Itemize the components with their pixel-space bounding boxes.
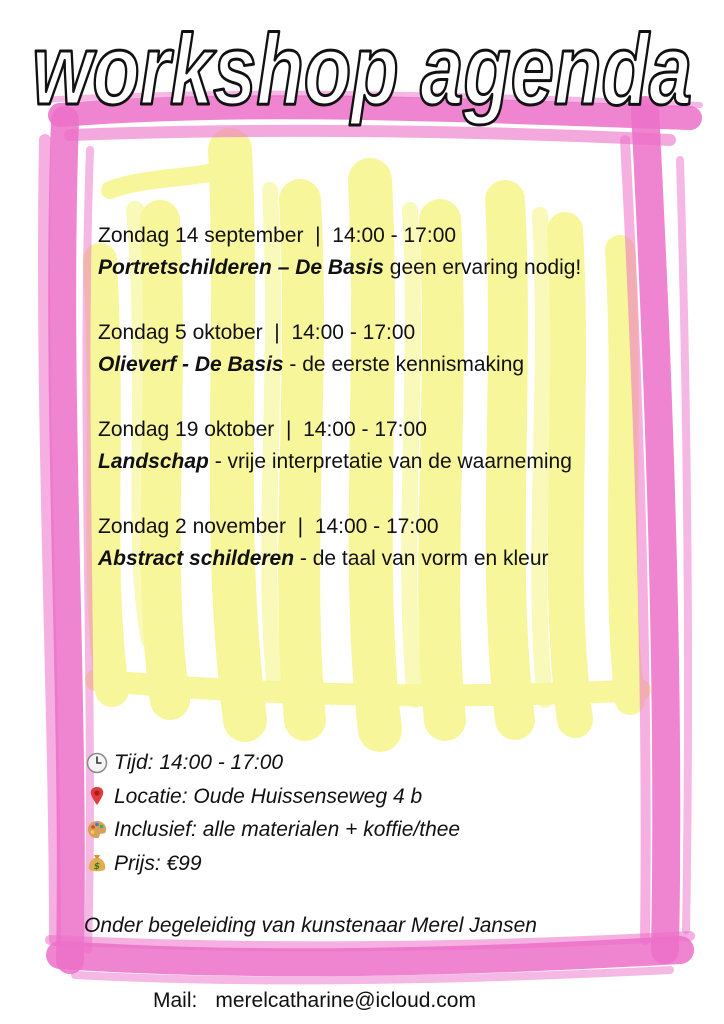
mail-label: Mail: [153, 989, 198, 1012]
event-date: Zondag 19 oktober [98, 418, 275, 441]
event-datetime [98, 317, 638, 349]
event-time: 14:00 - 17:00 [314, 515, 439, 538]
guide-line: Onder begeleiding van kunstenaar Merel Jansen [84, 914, 537, 937]
event-name: Olieverf - De Basis [98, 353, 284, 376]
info-included-row [86, 813, 646, 847]
info-location-text: Locatie: Oude Huissenseweg 4 b [114, 784, 423, 808]
event-list [98, 220, 638, 608]
event-item [98, 220, 638, 284]
event-separator: | [297, 515, 304, 538]
event-date: Zondag 14 september [98, 224, 304, 247]
event-datetime [98, 511, 638, 543]
event-description: geen ervaring nodig! [383, 256, 582, 279]
info-price-row [86, 847, 646, 881]
event-time: 14:00 - 17:00 [303, 418, 427, 441]
event-time: 14:00 - 17:00 [332, 224, 457, 247]
page-title [0, 8, 724, 128]
event-date: Zondag 2 november [98, 515, 286, 538]
info-included-text: Inclusief: alle materialen + koffie/thee [114, 818, 461, 841]
info-price-text: Prijs: €99 [114, 851, 202, 875]
info-time-row [86, 746, 646, 780]
event-name: Abstract schilderen [98, 547, 295, 570]
info-time-text: Tijd: 14:00 - 17:00 [114, 751, 284, 774]
mail-address[interactable]: merelcatharine@icloud.com [215, 989, 476, 1012]
event-item [98, 317, 638, 381]
event-datetime [98, 220, 638, 252]
money-bag-icon [86, 852, 108, 874]
event-time: 14:00 - 17:00 [291, 321, 416, 344]
svg-text:$: $ [93, 862, 101, 873]
event-description: - de eerste kennismaking [283, 353, 525, 376]
event-separator: | [285, 418, 292, 441]
title-text: workshop agenda [32, 14, 692, 126]
palette-icon [86, 819, 108, 841]
event-item [98, 414, 638, 478]
info-location-row [86, 780, 646, 814]
event-item [98, 511, 638, 575]
event-date: Zondag 5 oktober [98, 321, 263, 344]
location-pin-icon [86, 785, 108, 807]
event-description: - vrije interpretatie van de waarneming [208, 450, 572, 473]
event-name: Landschap [98, 450, 209, 473]
event-datetime [98, 414, 638, 446]
clock-icon [86, 752, 108, 774]
event-description: - de taal van vorm en kleur [294, 547, 549, 570]
event-name: Portretschilderen – De Basis [98, 256, 384, 279]
event-separator: | [315, 224, 321, 247]
mail-line [153, 989, 476, 1013]
event-separator: | [274, 321, 280, 344]
info-list [86, 746, 646, 880]
